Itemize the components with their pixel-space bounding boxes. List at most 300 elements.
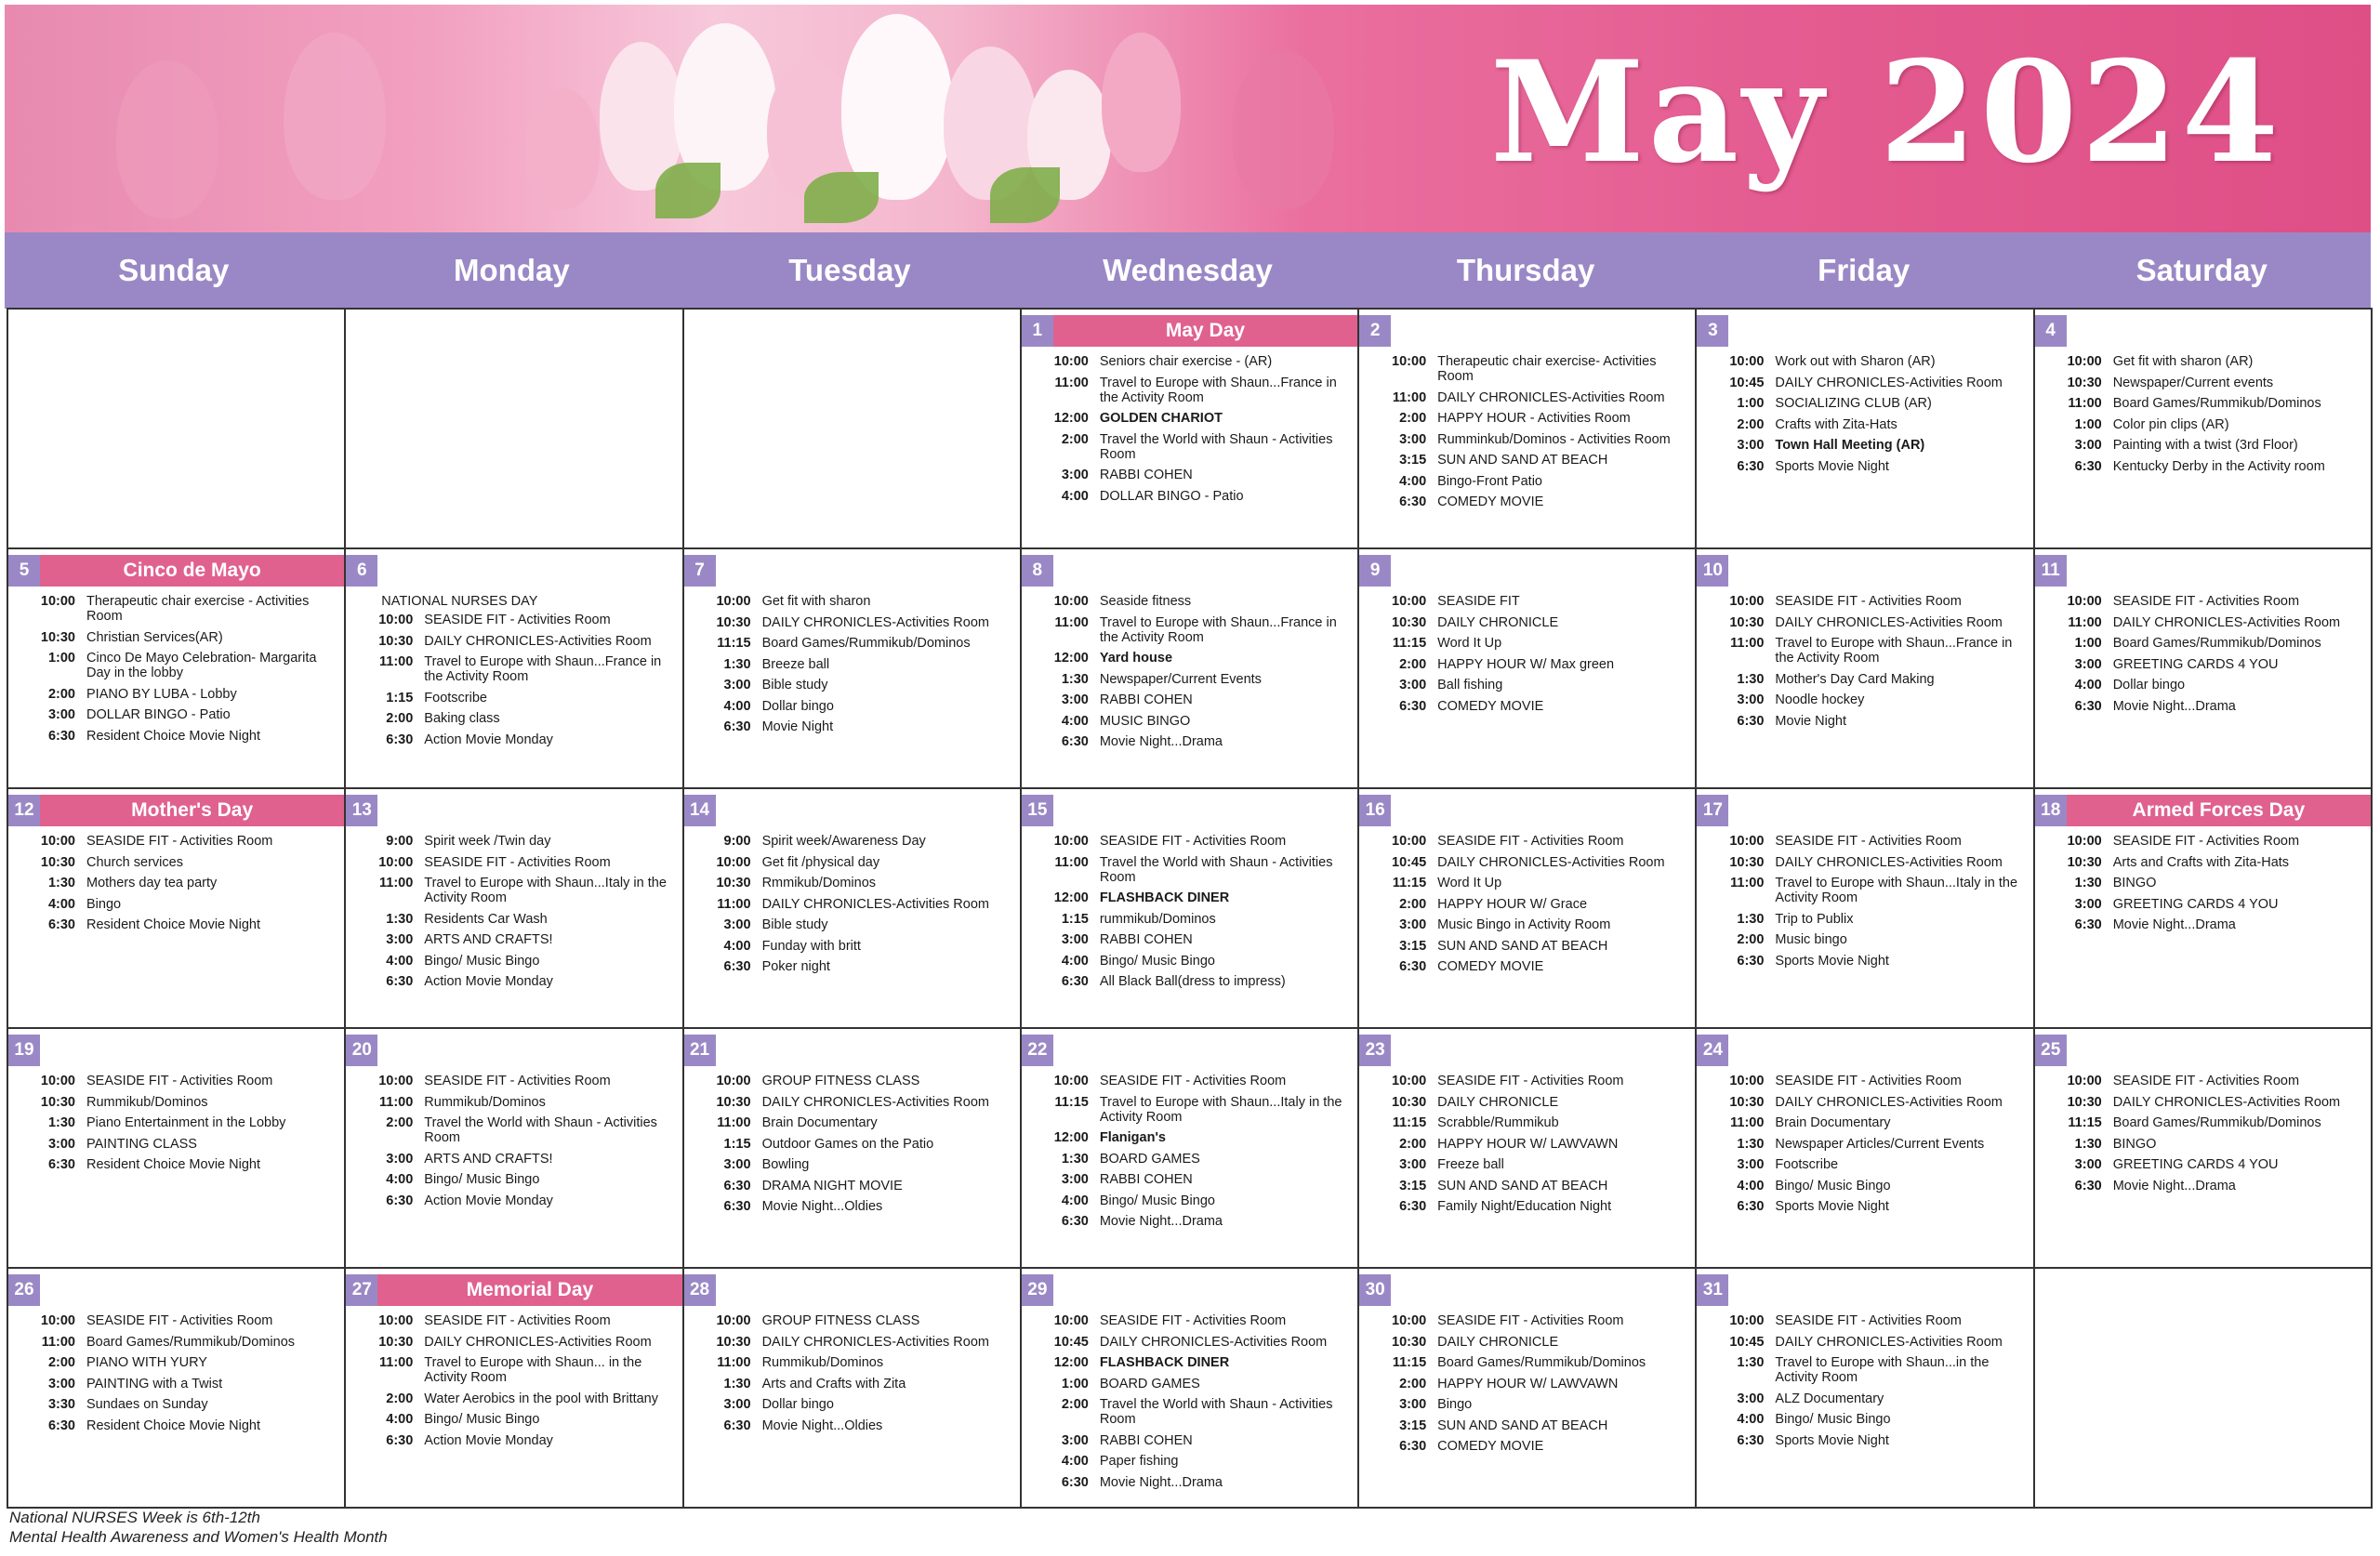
event-row: [355, 834, 676, 849]
event-time: 4:00: [386, 953, 414, 969]
event-description: Travel to Europe with Shaun...France in the Activity Room: [1099, 614, 1337, 645]
event-description: Footscribe: [1775, 1157, 1839, 1172]
event-description: SEASIDE FIT - Activities Room: [1437, 834, 1624, 849]
event-row: [355, 711, 676, 726]
event-row: [2044, 855, 2365, 870]
event-time: 6:30: [1737, 1432, 1765, 1448]
event-row: [355, 1115, 676, 1145]
weekday-thursday: Thursday: [1456, 253, 1595, 287]
event-row: [2044, 876, 2365, 890]
day-header: [8, 555, 344, 587]
event-time: 2:00: [1399, 1136, 1427, 1152]
day-header: [346, 555, 681, 587]
event-description: MUSIC BINGO: [1099, 713, 1191, 729]
event-description: Travel to Europe with Shaun...France in the Activity Room: [1775, 636, 2013, 666]
event-time: 11:15: [717, 636, 751, 651]
event-description: DAILY CHRONICLES-Activities Room: [424, 633, 652, 649]
event-row: [1706, 932, 2027, 947]
event-time: 11:00: [1392, 389, 1427, 405]
event-description: Bible study: [761, 678, 828, 692]
day-cell: [1697, 1029, 2034, 1269]
event-time: 10:30: [1392, 1334, 1427, 1350]
holiday-banner: Memorial Day: [377, 1274, 681, 1306]
event-time: 3:00: [1061, 468, 1089, 482]
event-row: [1368, 1335, 1689, 1350]
event-time: 10:00: [2067, 834, 2102, 849]
event-row: [18, 707, 338, 722]
event-row: [2044, 417, 2365, 432]
event-list: [8, 826, 344, 932]
event-row: [355, 855, 676, 870]
event-row: [694, 917, 1014, 932]
event-list: [684, 587, 1020, 734]
event-row: [1706, 594, 2027, 609]
event-row: [1706, 417, 2027, 432]
event-row: [2044, 615, 2365, 630]
event-time: 2:00: [1399, 656, 1427, 672]
event-description: GROUP FITNESS CLASS: [761, 1074, 920, 1088]
event-row: [1031, 1172, 1352, 1187]
event-time: 6:30: [723, 1418, 751, 1433]
event-row: [1706, 1179, 2027, 1193]
event-time: 6:30: [386, 732, 414, 747]
event-row: [2044, 1115, 2365, 1130]
event-row: [694, 1397, 1014, 1412]
event-list: [684, 1066, 1020, 1214]
event-time: 11:00: [378, 1355, 414, 1370]
event-time: 10:45: [1392, 854, 1427, 870]
event-row: [1706, 1433, 2027, 1448]
day-cell: [8, 789, 346, 1029]
day-header: [684, 795, 1020, 826]
day-header: [1697, 795, 2032, 826]
event-row: [1031, 1355, 1352, 1370]
event-row: [355, 1412, 676, 1427]
event-row: [1031, 594, 1352, 609]
event-row: [1368, 453, 1689, 468]
event-description: Movie Night...Drama: [2112, 1178, 2236, 1193]
day-number: 27: [346, 1274, 377, 1306]
event-description: Action Movie Monday: [424, 974, 553, 989]
empty-day-cell: [346, 310, 683, 549]
event-row: [1706, 1115, 2027, 1130]
event-row: [1031, 1377, 1352, 1391]
event-list: [1359, 826, 1695, 974]
event-time: 1:30: [1737, 1136, 1765, 1152]
day-cell: [1697, 549, 2034, 789]
event-time: 3:00: [1737, 438, 1765, 453]
day-number: 28: [684, 1274, 716, 1306]
event-list: [1697, 587, 2032, 729]
event-time: 4:00: [386, 1412, 414, 1427]
event-list: [1359, 1306, 1695, 1454]
day-number: 14: [684, 795, 716, 826]
event-time: 10:00: [1053, 834, 1089, 849]
event-time: 6:30: [2074, 1178, 2102, 1193]
day-number: 29: [1022, 1274, 1053, 1306]
event-row: [355, 1391, 676, 1406]
event-row: [1031, 1074, 1352, 1088]
event-time: 10:30: [1392, 614, 1427, 630]
day-header: [1359, 315, 1695, 347]
event-description: GROUP FITNESS CLASS: [761, 1313, 920, 1328]
event-row: [1368, 1074, 1689, 1088]
event-time: 3:30: [47, 1397, 75, 1412]
event-description: Footscribe: [424, 690, 487, 705]
event-row: [1031, 714, 1352, 729]
event-time: 4:00: [2074, 678, 2102, 692]
event-time: 11:00: [1054, 854, 1089, 870]
day-number: 4: [2035, 315, 2067, 347]
event-row: [355, 613, 676, 627]
event-description: PIANO WITH YURY: [86, 1355, 207, 1370]
event-time: 4:00: [1061, 713, 1089, 729]
event-time: 12:00: [1053, 1130, 1089, 1145]
event-row: [694, 855, 1014, 870]
event-description: Travel to Europe with Shaun... in the Activity Room: [424, 1355, 642, 1385]
event-row: [694, 1074, 1014, 1088]
event-time: 6:30: [1737, 1199, 1765, 1214]
event-time: 4:00: [1061, 488, 1089, 504]
event-description: Scrabble/Rummikub: [1437, 1115, 1559, 1130]
event-description: Action Movie Monday: [424, 732, 553, 747]
event-description: PAINTING with a Twist: [86, 1376, 223, 1391]
day-header: [8, 1035, 344, 1066]
event-time: 10:30: [2067, 1094, 2102, 1110]
day-header: [1359, 555, 1695, 587]
day-cell: [1359, 310, 1697, 549]
event-description: Board Games/Rummikub/Dominos: [1437, 1355, 1646, 1370]
event-description: Movie Night...Drama: [1099, 734, 1223, 749]
event-row: [1031, 1313, 1352, 1328]
tulip-petal: [525, 88, 600, 209]
day-number: 20: [346, 1035, 377, 1066]
event-description: Therapeutic chair exercise - Activities Room: [86, 594, 310, 624]
day-cell: [8, 549, 346, 789]
event-time: 1:00: [2074, 416, 2102, 432]
event-list: [1022, 1306, 1357, 1490]
event-description: Newspaper/Current Events: [1099, 671, 1262, 687]
event-description: Trip to Publix: [1775, 911, 1854, 927]
event-row: [18, 1377, 338, 1391]
event-row: [1031, 1214, 1352, 1229]
event-time: 11:00: [378, 654, 414, 669]
event-time: 1:30: [1737, 671, 1765, 687]
empty-day-cell: [8, 310, 346, 549]
event-row: [1706, 438, 2027, 453]
event-description: DAILY CHRONICLES-Activities Room: [1437, 854, 1665, 870]
event-description: Get fit with sharon: [761, 594, 871, 609]
event-row: [1706, 1137, 2027, 1152]
event-row: [2044, 354, 2365, 369]
tulip-banner: [5, 5, 2371, 237]
event-description: COMEDY MOVIE: [1437, 959, 1544, 974]
event-description: Color pin clips (AR): [2112, 416, 2229, 432]
event-row: [1706, 672, 2027, 687]
event-row: [18, 594, 338, 624]
holiday-banner: Cinco de Mayo: [40, 555, 344, 587]
event-row: [694, 1115, 1014, 1130]
event-row: [1031, 468, 1352, 482]
event-description: BINGO: [2112, 876, 2157, 890]
event-time: 10:00: [378, 613, 414, 627]
day-header: [2035, 1035, 2371, 1066]
event-description: Freeze ball: [1437, 1157, 1504, 1172]
day-cell: [1697, 310, 2034, 549]
event-row: [355, 974, 676, 989]
event-row: [694, 1179, 1014, 1193]
event-description: Board Games/Rummikub/Dominos: [86, 1334, 296, 1350]
event-row: [355, 1074, 676, 1088]
event-row: [694, 876, 1014, 890]
event-row: [1031, 1130, 1352, 1145]
event-time: 6:30: [723, 1178, 751, 1193]
event-list: [2035, 826, 2371, 932]
event-row: [18, 1355, 338, 1370]
footer-note: National NURSES Week is 6th-12th: [9, 1509, 260, 1526]
event-description: Spirit week/Awareness Day: [761, 834, 926, 849]
event-time: 10:00: [1729, 1313, 1765, 1328]
event-description: RABBI COHEN: [1099, 932, 1193, 947]
event-list: [1359, 587, 1695, 714]
event-description: Newspaper/Current events: [2112, 375, 2274, 390]
event-description: RABBI COHEN: [1099, 1432, 1193, 1448]
event-time: 2:00: [1737, 932, 1765, 947]
event-time: 1:00: [47, 651, 75, 666]
event-time: 11:00: [378, 876, 414, 890]
day-header: [2035, 315, 2371, 347]
event-description: Rummikub/Dominos: [424, 1094, 546, 1110]
event-time: 3:15: [1399, 938, 1427, 954]
event-time: 11:00: [41, 1334, 75, 1350]
tulip-leaf: [655, 163, 721, 218]
event-time: 6:30: [723, 719, 751, 734]
event-description: PIANO BY LUBA - Lobby: [86, 686, 237, 702]
event-row: [694, 678, 1014, 692]
event-list: [1022, 826, 1357, 989]
event-description: DAILY CHRONICLES-Activities Room: [1775, 614, 2003, 630]
event-time: 6:30: [723, 959, 751, 974]
event-list: [684, 826, 1020, 974]
day-number: 25: [2035, 1035, 2067, 1066]
event-description: Flanigan's: [1099, 1130, 1166, 1145]
day-header: [8, 1274, 344, 1306]
event-description: BOARD GAMES: [1099, 1151, 1200, 1167]
event-list: [2035, 347, 2371, 474]
event-row: [2044, 438, 2365, 453]
month-title: May 2024: [1489, 31, 2282, 194]
event-description: DAILY CHRONICLES-Activities Room: [1099, 1334, 1328, 1350]
event-description: Poker night: [761, 959, 830, 974]
event-description: All Black Ball(dress to impress): [1099, 974, 1286, 989]
event-time: 10:00: [1053, 1313, 1089, 1328]
day-cell: [8, 1029, 346, 1269]
event-row: [1031, 651, 1352, 666]
event-description: Movie Night...Drama: [2112, 917, 2236, 932]
event-description: SUN AND SAND AT BEACH: [1437, 938, 1608, 954]
event-row: [694, 1355, 1014, 1370]
event-row: [1368, 917, 1689, 932]
event-description: Sports Movie Night: [1775, 1199, 1889, 1214]
event-time: 3:00: [1399, 1397, 1427, 1412]
event-time: 6:30: [1399, 1199, 1427, 1214]
event-description: Music bingo: [1775, 932, 1847, 947]
event-row: [1368, 834, 1689, 849]
event-time: 1:30: [1061, 1151, 1089, 1167]
event-time: 10:30: [1729, 854, 1765, 870]
event-row: [1368, 678, 1689, 692]
event-row: [2044, 657, 2365, 672]
weekday-wednesday: Wednesday: [1103, 253, 1273, 287]
tulip-petal: [284, 33, 386, 200]
event-time: 10:45: [1729, 1334, 1765, 1350]
event-time: 3:00: [723, 678, 751, 692]
event-time: 11:00: [378, 1094, 414, 1110]
event-description: Brain Documentary: [761, 1115, 878, 1130]
event-description: Resident Choice Movie Night: [86, 728, 260, 744]
event-list: [2035, 1066, 2371, 1193]
tulip-petal: [1102, 33, 1181, 172]
event-description: COMEDY MOVIE: [1437, 1439, 1544, 1454]
event-row: [694, 1137, 1014, 1152]
event-description: Sports Movie Night: [1775, 1432, 1889, 1448]
day-cell: [2035, 1029, 2373, 1269]
event-row: [694, 636, 1014, 651]
event-row: [2044, 1157, 2365, 1172]
event-description: Bowling: [761, 1157, 810, 1172]
event-row: [18, 834, 338, 849]
event-row: [1706, 692, 2027, 707]
event-time: 4:00: [723, 698, 751, 714]
event-time: 3:00: [1061, 932, 1089, 947]
day-cell: [8, 1269, 346, 1509]
event-description: Ball fishing: [1437, 678, 1503, 692]
event-row: [1368, 657, 1689, 672]
event-time: 4:00: [1737, 1178, 1765, 1193]
event-row: [1031, 1152, 1352, 1167]
event-row: [1706, 1074, 2027, 1088]
day-cell: [1359, 1029, 1697, 1269]
event-time: 10:00: [716, 594, 751, 609]
weekday-header: [5, 232, 2371, 309]
event-time: 2:00: [386, 1391, 414, 1406]
event-time: 10:00: [40, 1313, 75, 1328]
weekday-friday: Friday: [1818, 253, 1911, 287]
day-number: 18: [2035, 795, 2067, 826]
event-row: [18, 1313, 338, 1328]
event-description: Brain Documentary: [1775, 1115, 1891, 1130]
event-row: [694, 834, 1014, 849]
day-cell: [346, 1269, 683, 1509]
event-time: 10:30: [1392, 1094, 1427, 1110]
event-list: [346, 1066, 681, 1208]
event-time: 12:00: [1053, 411, 1089, 426]
event-time: 6:30: [1737, 458, 1765, 474]
event-time: 10:30: [378, 633, 414, 649]
event-time: 1:15: [1061, 911, 1089, 927]
event-time: 6:30: [2074, 698, 2102, 714]
event-description: Painting with a twist (3rd Floor): [2112, 438, 2298, 453]
event-time: 4:00: [386, 1172, 414, 1187]
event-description: Bingo/ Music Bingo: [1099, 1193, 1215, 1208]
event-description: DAILY CHRONICLES-Activities Room: [761, 896, 989, 912]
event-description: Outdoor Games on the Patio: [761, 1136, 934, 1152]
event-description: Board Games/Rummikub/Dominos: [761, 636, 971, 651]
day-cell: [1697, 789, 2034, 1029]
event-time: 1:15: [723, 1136, 751, 1152]
event-list: [1022, 587, 1357, 749]
event-row: [694, 897, 1014, 912]
event-row: [1031, 1475, 1352, 1490]
event-row: [355, 1313, 676, 1328]
event-time: 6:30: [47, 1418, 75, 1433]
event-time: 3:00: [1737, 1157, 1765, 1172]
event-row: [1031, 912, 1352, 927]
event-row: [1368, 959, 1689, 974]
event-time: 6:30: [1061, 974, 1089, 989]
event-description: Water Aerobics in the pool with Brittany: [424, 1391, 658, 1406]
event-time: 3:00: [47, 707, 75, 722]
event-description: Resident Choice Movie Night: [86, 1418, 260, 1433]
day-header: [684, 1035, 1020, 1066]
event-row: [355, 932, 676, 947]
event-row: [2044, 897, 2365, 912]
event-description: Church services: [86, 854, 183, 870]
event-row: [1706, 1199, 2027, 1214]
event-row: [1031, 672, 1352, 687]
event-row: [694, 959, 1014, 974]
day-number: 3: [1697, 315, 1728, 347]
event-row: [18, 876, 338, 890]
day-header: [1359, 1274, 1695, 1306]
day-cell: [1359, 1269, 1697, 1509]
day-header: [1697, 315, 2032, 347]
event-description: Board Games/Rummikub/Dominos: [2112, 396, 2321, 411]
event-time: 11:15: [1392, 1355, 1427, 1370]
event-row: [1706, 1335, 2027, 1350]
event-description: GREETING CARDS 4 YOU: [2112, 656, 2279, 672]
event-time: 10:00: [1392, 594, 1427, 609]
event-description: Movie Night...Drama: [1099, 1474, 1223, 1490]
event-time: 4:00: [1061, 1193, 1089, 1208]
event-row: [1706, 1313, 2027, 1328]
weekday-tuesday: Tuesday: [788, 253, 911, 287]
event-description: Residents Car Wash: [424, 911, 548, 927]
event-description: Movie Night...Oldies: [761, 1418, 883, 1433]
event-row: [355, 732, 676, 747]
event-list: [8, 1306, 344, 1433]
event-row: [1368, 699, 1689, 714]
event-time: 2:00: [1061, 1397, 1089, 1412]
event-description: Sundaes on Sunday: [86, 1397, 208, 1412]
event-row: [1368, 1157, 1689, 1172]
event-description: Family Night/Education Night: [1437, 1199, 1612, 1214]
day-number: 26: [8, 1274, 40, 1306]
event-time: 10:30: [1729, 1094, 1765, 1110]
event-time: 2:00: [1399, 1376, 1427, 1391]
event-description: SEASIDE FIT - Activities Room: [2112, 594, 2300, 609]
event-description: Get fit /physical day: [761, 854, 880, 870]
event-time: 6:30: [1737, 953, 1765, 969]
event-row: [18, 917, 338, 932]
event-time: 11:00: [1054, 375, 1089, 390]
event-time: 10:30: [716, 876, 751, 890]
event-time: 1:30: [47, 876, 75, 890]
event-time: 3:00: [47, 1376, 75, 1391]
day-cell: [1697, 1269, 2034, 1509]
event-row: [355, 1152, 676, 1167]
event-time: 3:00: [386, 932, 414, 947]
